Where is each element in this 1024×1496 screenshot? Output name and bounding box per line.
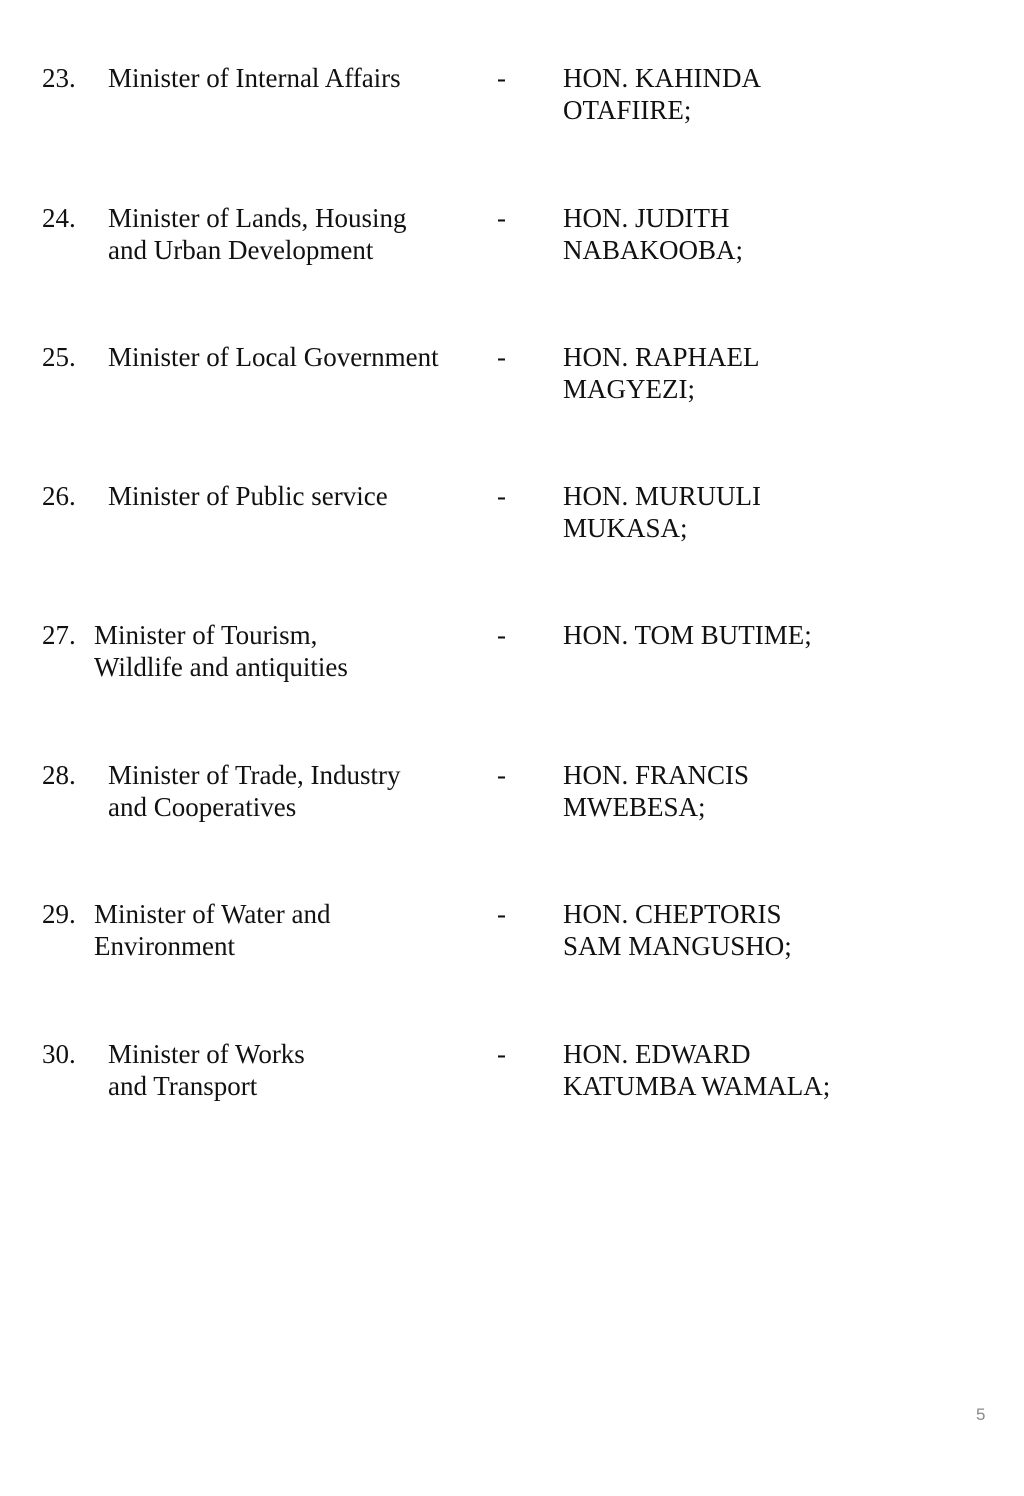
minister-name-line: NABAKOOBA; bbox=[563, 235, 744, 265]
entry-number: 27. bbox=[42, 620, 76, 650]
minister-name-line: HON. EDWARD bbox=[563, 1039, 751, 1069]
minister-name-line: OTAFIIRE; bbox=[563, 95, 692, 125]
entry-number: 30. bbox=[42, 1039, 76, 1069]
minister-name-line: HON. JUDITH bbox=[563, 203, 730, 233]
minister-name-line: HON. TOM BUTIME; bbox=[563, 620, 812, 650]
ministry-title-line: and Transport bbox=[108, 1071, 258, 1101]
entry-number: 24. bbox=[42, 203, 76, 233]
ministry-title-line: Minister of Trade, Industry bbox=[108, 760, 401, 790]
ministry-title-line: Wildlife and antiquities bbox=[94, 652, 348, 682]
ministry-title-line: Minister of Public service bbox=[108, 481, 388, 511]
ministry-title bbox=[94, 619, 474, 683]
ministry-title bbox=[108, 1038, 488, 1102]
separator-dash: - bbox=[497, 63, 506, 93]
minister-name-line: MWEBESA; bbox=[563, 792, 706, 822]
minister-name-line: KATUMBA WAMALA; bbox=[563, 1071, 831, 1101]
separator-dash: - bbox=[497, 899, 506, 929]
separator-dash: - bbox=[497, 203, 506, 233]
ministry-title-line: Minister of Local Government bbox=[108, 342, 439, 372]
ministry-title bbox=[108, 480, 488, 512]
minister-name bbox=[563, 759, 1003, 823]
minister-name-line: HON. CHEPTORIS bbox=[563, 899, 782, 929]
separator-dash: - bbox=[497, 1039, 506, 1069]
minister-name bbox=[563, 1038, 1003, 1102]
entry-number: 26. bbox=[42, 481, 76, 511]
ministry-title-line: Minister of Water and bbox=[94, 899, 331, 929]
entry-number: 28. bbox=[42, 760, 76, 790]
ministry-title bbox=[94, 898, 474, 962]
minister-name-line: HON. MURUULI bbox=[563, 481, 761, 511]
separator-dash: - bbox=[497, 760, 506, 790]
minister-name bbox=[563, 480, 1003, 544]
minister-name bbox=[563, 341, 1003, 405]
minister-name bbox=[563, 619, 1003, 651]
ministry-title-line: and Urban Development bbox=[108, 235, 374, 265]
minister-name-line: MAGYEZI; bbox=[563, 374, 695, 404]
minister-name-line: HON. FRANCIS bbox=[563, 760, 750, 790]
minister-name-line: HON. KAHINDA bbox=[563, 63, 761, 93]
ministry-title bbox=[108, 202, 488, 266]
ministry-title-line: Minister of Tourism, bbox=[94, 620, 318, 650]
minister-name-line: MUKASA; bbox=[563, 513, 688, 543]
ministry-title-line: Environment bbox=[94, 931, 235, 961]
ministry-title-line: and Cooperatives bbox=[108, 792, 297, 822]
page-number: 5 bbox=[976, 1405, 986, 1424]
minister-name-line: SAM MANGUSHO; bbox=[563, 931, 792, 961]
minister-name-line: HON. RAPHAEL bbox=[563, 342, 760, 372]
minister-name bbox=[563, 62, 1003, 126]
entry-number: 29. bbox=[42, 899, 76, 929]
ministry-title bbox=[108, 62, 488, 94]
ministry-title bbox=[108, 341, 488, 373]
ministry-title-line: Minister of Lands, Housing bbox=[108, 203, 407, 233]
minister-name bbox=[563, 898, 1003, 962]
separator-dash: - bbox=[497, 342, 506, 372]
separator-dash: - bbox=[497, 481, 506, 511]
separator-dash: - bbox=[497, 620, 506, 650]
ministry-title-line: Minister of Internal Affairs bbox=[108, 63, 401, 93]
ministry-title bbox=[108, 759, 488, 823]
minister-name bbox=[563, 202, 1003, 266]
ministry-title-line: Minister of Works bbox=[108, 1039, 305, 1069]
entry-number: 25. bbox=[42, 342, 76, 372]
entry-number: 23. bbox=[42, 63, 76, 93]
